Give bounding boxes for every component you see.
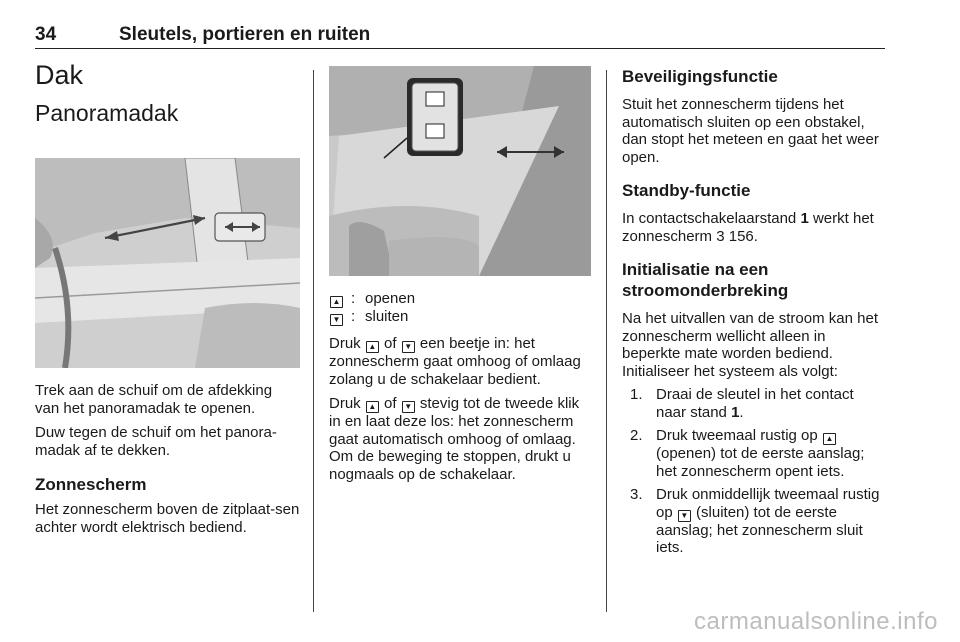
column-right xyxy=(622,66,887,557)
page-reference[interactable]: 156. xyxy=(728,227,758,245)
legend xyxy=(329,290,591,326)
section-title: Dak xyxy=(35,60,84,90)
page-reference-icon: 3 xyxy=(716,227,725,245)
paragraph: Het zonnescherm boven de zitplaat-sen achter wordt elektrisch bediend. xyxy=(35,501,300,536)
column-divider xyxy=(606,70,607,612)
steps-list xyxy=(622,386,887,557)
open-icon: ▲ xyxy=(366,401,379,413)
column-left xyxy=(35,58,300,536)
page-header xyxy=(35,22,885,49)
open-icon: ▲ xyxy=(366,341,379,353)
close-icon: ▼ xyxy=(330,314,343,326)
close-icon: ▼ xyxy=(402,341,415,353)
paragraph: Duw tegen de schuif om het panora-madak af te dekken. xyxy=(35,424,277,459)
list-item: 2. Druk tweemaal rustig op ▲ (openen) tot de eerste aanslag; het zonnescherm opent iets. xyxy=(630,427,865,480)
legend-label: openen xyxy=(365,290,416,307)
paragraph: Druk ▲ of ▼ een beetje in: het zonnescherm gaat omhoog of omlaag zolang u de schakelaar bedient. xyxy=(329,335,581,388)
panoramic-roof-illustration xyxy=(35,158,300,368)
chapter-title: Sleutels, portieren en ruiten xyxy=(119,24,371,45)
page-number: 34 xyxy=(35,24,57,45)
heading-standby-functie: Standby-functie xyxy=(622,181,751,200)
paragraph: In contactschakelaarstand 1 werkt het zonnescherm 3 156. xyxy=(622,210,874,245)
close-icon: ▼ xyxy=(402,401,415,413)
column-middle xyxy=(329,66,591,483)
sunshade-switch-illustration xyxy=(329,66,591,276)
heading-beveiligingsfunctie: Beveiligingsfunctie xyxy=(622,67,778,86)
open-icon: ▲ xyxy=(330,296,343,308)
legend-row-close: ▼ : sluiten xyxy=(329,308,591,326)
heading-zonnescherm: Zonnescherm xyxy=(35,475,147,494)
column-divider xyxy=(313,70,314,612)
paragraph: Na het uitvallen van de stroom kan het zonnescherm wellicht alleen in beperkte mate worden bediend. Initialiseer het systeem als volgt: xyxy=(622,310,878,380)
subsection-title: Panoramadak xyxy=(35,100,179,126)
paragraph: Stuit het zonnescherm tijdens het automatisch sluiten op een obstakel, dan stopt het meteen en gaat het weer open. xyxy=(622,96,879,166)
paragraph: Druk ▲ of ▼ stevig tot de tweede klik in en laat deze los: het zonnescherm gaat automatisch omhoog of omlaag. Om de beweging te stoppen, drukt u nogmaals op de schakelaar. xyxy=(329,395,580,483)
heading-initialisatie: Initialisatie na een stroomonderbreking xyxy=(622,260,789,300)
watermark: carmanualsonline.info xyxy=(694,608,938,635)
paragraph: Trek aan de schuif om de afdekking van het panoramadak te openen. xyxy=(35,382,273,417)
legend-label: sluiten xyxy=(365,308,409,325)
close-icon: ▼ xyxy=(678,510,691,522)
list-item: 3. Druk onmiddellijk tweemaal rustig op ▼ (sluiten) tot de eerste aanslag; het zonnescherm sluit iets. xyxy=(630,486,880,556)
open-icon: ▲ xyxy=(823,433,836,445)
legend-row-open: ▲ : openen xyxy=(329,290,591,308)
list-item: 1. Draai de sleutel in het contact naar stand 1. xyxy=(630,386,854,421)
